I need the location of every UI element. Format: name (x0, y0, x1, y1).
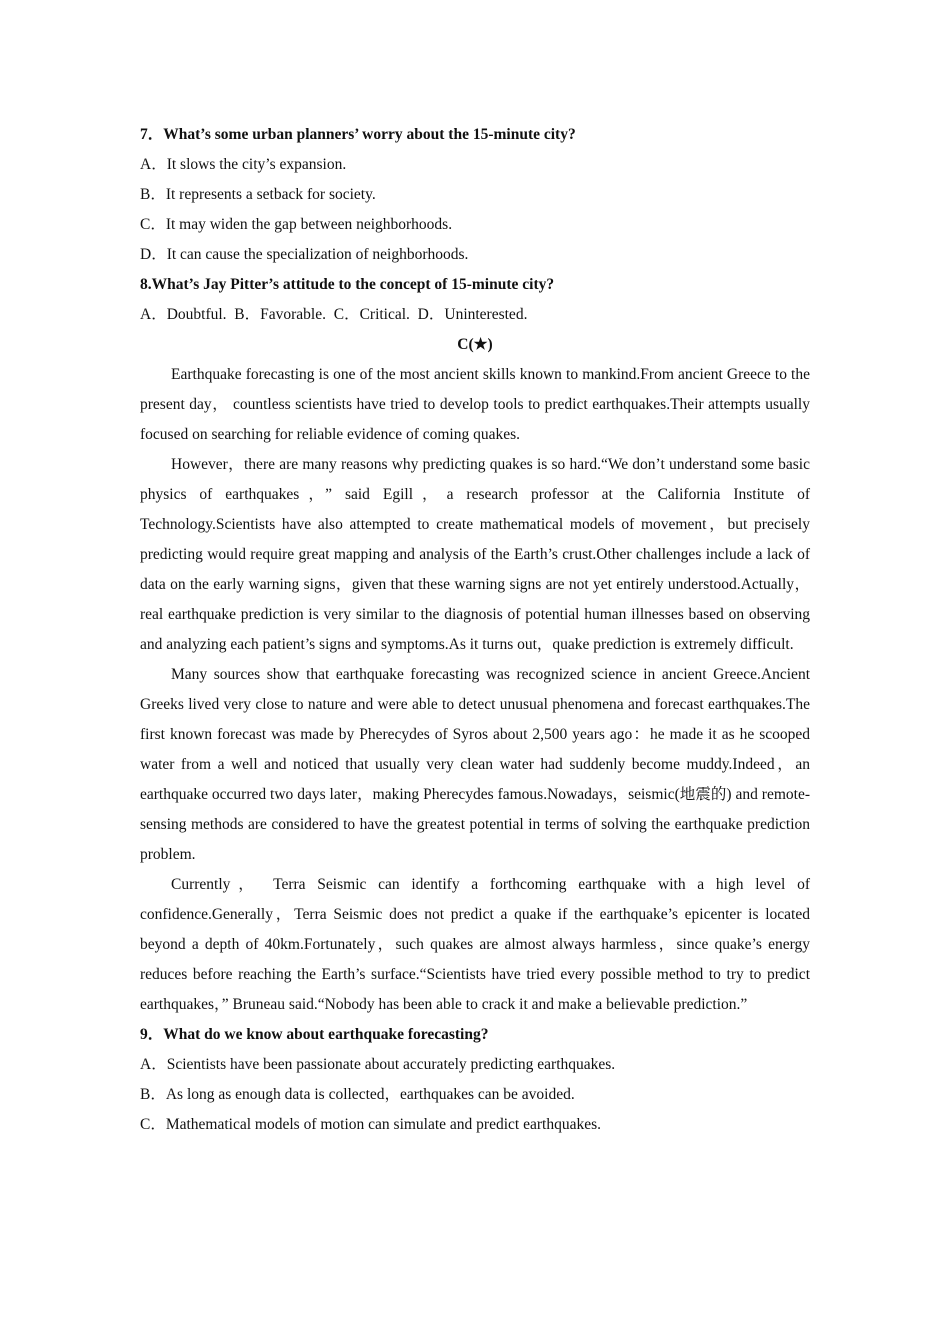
question-8-options: A．Doubtful. B．Favorable. C．Critical. D．Uninterested. (140, 306, 528, 323)
question-7-stem: 7．What’s some urban planners’ worry about the 15-minute city? (140, 126, 576, 143)
passage-paragraph-3: Many sources show that earthquake forecasting was recognized science in ancient Greece.Ancient Greeks lived very close to nature and were able to detect unusual phenomena and forecast earthquakes.The first known forecast was made by Pherecydes of Syros about 2,500 years ago：he made it as he scooped water from a well and noticed that usually very clean water had suddenly become muddy.Indeed，an earthquake occurred two days later，making Pherecydes famous.Nowadays，seismic(地震的) and remote-sensing methods are considered to have the greatest potential in terms of solving the earthquake prediction problem. (140, 666, 810, 863)
passage-paragraph-2: However，there are many reasons why predicting quakes is so hard.“We don’t understand some basic physics of earthquakes，” said Egill，a research professor at the California Institute of Technology.Scientists have also attempted to create mathematical models of movement，but precisely predicting would require great mapping and analysis of the Earth’s crust.Other challenges include a lack of data on the early warning signs，given that these warning signs are not yet entirely understood.Actually，real earthquake prediction is very similar to the diagnosis of potential human illnesses based on observing and analyzing each patient’s signs and symptoms.As it turns out，quake prediction is extremely difficult. (140, 456, 810, 653)
question-9-option-c: C．Mathematical models of motion can simulate and predict earthquakes. (140, 1116, 601, 1133)
passage-paragraph-4: Currently， Terra Seismic can identify a forthcoming earthquake with a high level of confidence.Generally，Terra Seismic does not predict a quake if the earthquake’s epicenter is located beyond a depth of 40km.Fortunately，such quakes are almost always harmless，since quake’s energy reduces before reaching the Earth’s surface.“Scientists have tried every possible method to try to predict earthquakes，” Bruneau said.“Nobody has been able to crack it and make a believable prediction.” (140, 876, 810, 1013)
question-9-option-a: A．Scientists have been passionate about accurately predicting earthquakes. (140, 1056, 616, 1073)
question-7-option-a: A．It slows the city’s expansion. (140, 156, 347, 173)
question-7-option-c: C．It may widen the gap between neighborhoods. (140, 216, 453, 233)
question-8-stem: 8.What’s Jay Pitter’s attitude to the concept of 15-minute city? (140, 276, 555, 293)
question-7-option-d: D．It can cause the specialization of neighborhoods. (140, 246, 469, 263)
passage-paragraph-1: Earthquake forecasting is one of the most ancient skills known to mankind.From ancient Greece to the present day， countless scientists have tried to develop tools to predict earthquakes.Their attempts usually focused on searching for reliable evidence of coming quakes. (140, 366, 810, 443)
document-page (140, 120, 810, 1140)
question-9-stem: 9．What do we know about earthquake forecasting? (140, 1026, 489, 1043)
question-7-option-b: B．It represents a setback for society. (140, 186, 376, 203)
section-c-title: C(★) (457, 336, 493, 353)
question-9-option-b: B．As long as enough data is collected，earthquakes can be avoided. (140, 1086, 575, 1103)
